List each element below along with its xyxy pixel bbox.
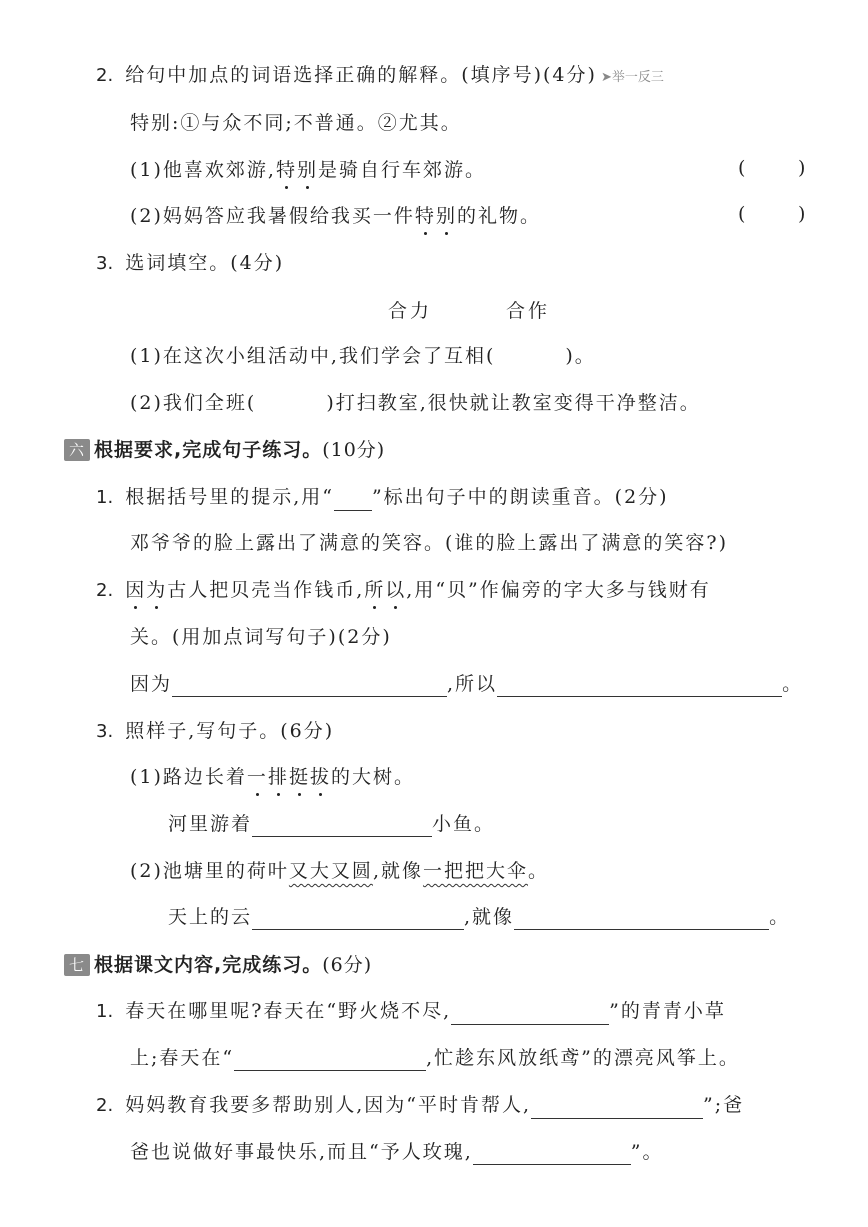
s7-q2-text: 妈妈教育我要多帮助别人,因为“平时肯帮人, xyxy=(125,1094,531,1116)
q2-sentence-2 xyxy=(130,203,541,229)
q2-stem-line xyxy=(96,62,664,91)
s7-q2-line-1 xyxy=(96,1092,744,1119)
section-title: 根据课文内容,完成练习。 xyxy=(94,954,323,976)
q2-s2-post: 的礼物。 xyxy=(456,205,541,227)
dotted-char: 为 xyxy=(146,579,168,601)
section-badge: 六 xyxy=(64,439,90,461)
s6-q3-fill2-pre: 天上的云 xyxy=(168,906,253,928)
answer-blank[interactable] xyxy=(172,676,447,697)
section-7-header xyxy=(64,952,372,978)
s6-q1-stem-post: ”标出句子中的朗读重音。(2分) xyxy=(371,486,669,508)
q3-s1-pre: (1)在这次小组活动中,我们学会了互相( xyxy=(130,345,496,367)
section-badge: 七 xyxy=(64,954,90,976)
s6-q1-sentence: 邓爷爷的脸上露出了满意的笑容。(谁的脸上露出了满意的笑容?) xyxy=(130,532,729,554)
dotted-char: 别 xyxy=(435,205,457,227)
section-6-header xyxy=(64,437,385,463)
section-points: (6分) xyxy=(322,954,373,976)
s6-q3-fill2-post: 。 xyxy=(769,906,791,928)
answer-paren-open: ( xyxy=(738,203,746,225)
s6-q3-fill-2 xyxy=(168,904,790,930)
s7-q1-text: 上;春天在“ xyxy=(130,1047,235,1069)
s6-q3-stem: 照样子,写句子。(6分) xyxy=(125,720,335,742)
dotted-char: 以 xyxy=(385,579,407,601)
q2-s1-pre: (1)他喜欢郊游, xyxy=(130,159,276,181)
s6-q3-ex1-pre: (1)路边长着 xyxy=(130,766,247,788)
s6-q3-fill2-mid: ,就像 xyxy=(464,906,515,928)
wavy-underlined-text: 一把把大伞 xyxy=(422,860,528,882)
answer-paren-close: ) xyxy=(798,203,806,225)
dotted-char: 拔 xyxy=(309,766,331,788)
s7-q1-number: 1. xyxy=(96,1001,114,1022)
s7-q1-text: 春天在哪里呢?春天在“野火烧不尽, xyxy=(125,1000,452,1022)
s6-q3-number: 3. xyxy=(96,721,114,742)
s6-q3-fill1-pre: 河里游着 xyxy=(168,813,253,835)
s6-q2-fill-c: 。 xyxy=(782,673,804,695)
s6-q3-ex2-pre: (2)池塘里的荷叶 xyxy=(130,860,289,882)
s7-q1-line-1 xyxy=(96,998,726,1025)
answer-blank[interactable] xyxy=(252,909,464,930)
q3-sentence-1 xyxy=(130,343,596,369)
s7-q1-text: ”的青青小草 xyxy=(609,1000,726,1022)
answer-blank[interactable] xyxy=(497,676,782,697)
s7-q2-text: ”;爸 xyxy=(702,1094,745,1116)
q2-tag: ➤举一反三 xyxy=(600,70,664,85)
dotted-char: 一 xyxy=(246,766,268,788)
q2-number: 2. xyxy=(96,65,114,86)
s6-q3-fill-1 xyxy=(168,811,495,837)
s7-q2-text: ”。 xyxy=(630,1141,664,1163)
s6-q1-number: 1. xyxy=(96,487,114,508)
q3-s2-pre: (2)我们全班( xyxy=(130,392,257,414)
answer-blank[interactable] xyxy=(234,1050,426,1071)
dotted-char: 别 xyxy=(296,159,318,181)
dotted-char: 因 xyxy=(125,579,147,601)
q3-s2-post: )打扫教室,很快就让教室变得干净整洁。 xyxy=(326,392,701,414)
s6-q3-example-2 xyxy=(130,858,549,884)
s6-q3-example-1 xyxy=(130,764,415,790)
dotted-char: 挺 xyxy=(288,766,310,788)
s7-q1-text: ,忙趁东风放纸鸢”的漂亮风筝上。 xyxy=(426,1047,740,1069)
s6-q3-stem-line xyxy=(96,718,334,745)
answer-blank[interactable] xyxy=(514,909,769,930)
s6-q2-number: 2. xyxy=(96,580,114,601)
answer-blank[interactable] xyxy=(531,1098,703,1119)
word-option-1: 合力 xyxy=(388,300,433,322)
word-option-2: 合作 xyxy=(506,300,551,322)
answer-blank[interactable] xyxy=(473,1144,631,1165)
q3-sentence-2 xyxy=(130,390,701,416)
s6-q3-fill1-post: 小鱼。 xyxy=(432,813,496,835)
s6-q2-fill-line xyxy=(130,671,803,697)
dotted-char: 排 xyxy=(267,766,289,788)
s7-q2-text: 爸也说做好事最快乐,而且“予人玫瑰, xyxy=(130,1141,473,1163)
dotted-char: 特 xyxy=(414,205,436,227)
s6-q2-text: 古人把贝壳当作钱币, xyxy=(167,579,365,601)
s6-q1-stem-line xyxy=(96,484,669,511)
wavy-underlined-text: 又大又圆 xyxy=(288,860,373,882)
q3-stem-line xyxy=(96,250,284,277)
s6-q2-fill-a: 因为 xyxy=(130,673,173,695)
q2-sentence-1 xyxy=(130,157,486,183)
underline-sample xyxy=(334,490,372,511)
s6-q1-stem-pre: 根据括号里的提示,用“ xyxy=(125,486,334,508)
q2-s2-pre: (2)妈妈答应我暑假给我买一件 xyxy=(130,205,415,227)
s7-q2-line-2 xyxy=(130,1139,664,1165)
dotted-char: 特 xyxy=(275,159,297,181)
s7-q2-number: 2. xyxy=(96,1095,114,1116)
q2-meanings: 特别:①与众不同;不普通。②尤其。 xyxy=(130,112,462,134)
dotted-char: 所 xyxy=(364,579,386,601)
s6-q2-fill-b: ,所以 xyxy=(447,673,498,695)
q2-s1-post: 是骑自行车郊游。 xyxy=(318,159,487,181)
q3-number: 3. xyxy=(96,253,114,274)
q2-stem: 给句中加点的词语选择正确的解释。(填序号)(4分) xyxy=(125,64,597,86)
s6-q2-line-1 xyxy=(96,577,711,604)
answer-blank[interactable] xyxy=(451,1004,609,1025)
answer-paren-close: ) xyxy=(798,157,806,179)
section-points: (10分) xyxy=(322,439,386,461)
s6-q3-ex2-mid: ,就像 xyxy=(372,860,423,882)
answer-paren-open: ( xyxy=(738,157,746,179)
s7-q1-line-2 xyxy=(130,1045,740,1071)
answer-blank[interactable] xyxy=(252,816,432,837)
s6-q3-ex1-post: 的大树。 xyxy=(330,766,415,788)
s6-q3-ex2-post: 。 xyxy=(528,860,550,882)
section-title: 根据要求,完成句子练习。 xyxy=(94,439,323,461)
s6-q2-line-2: 关。(用加点词写句子)(2分) xyxy=(130,626,392,648)
q3-s1-post: )。 xyxy=(565,345,596,367)
q3-stem: 选词填空。(4分) xyxy=(125,252,285,274)
s6-q2-text: ,用“贝”作偏旁的字大多与钱财有 xyxy=(406,579,711,601)
